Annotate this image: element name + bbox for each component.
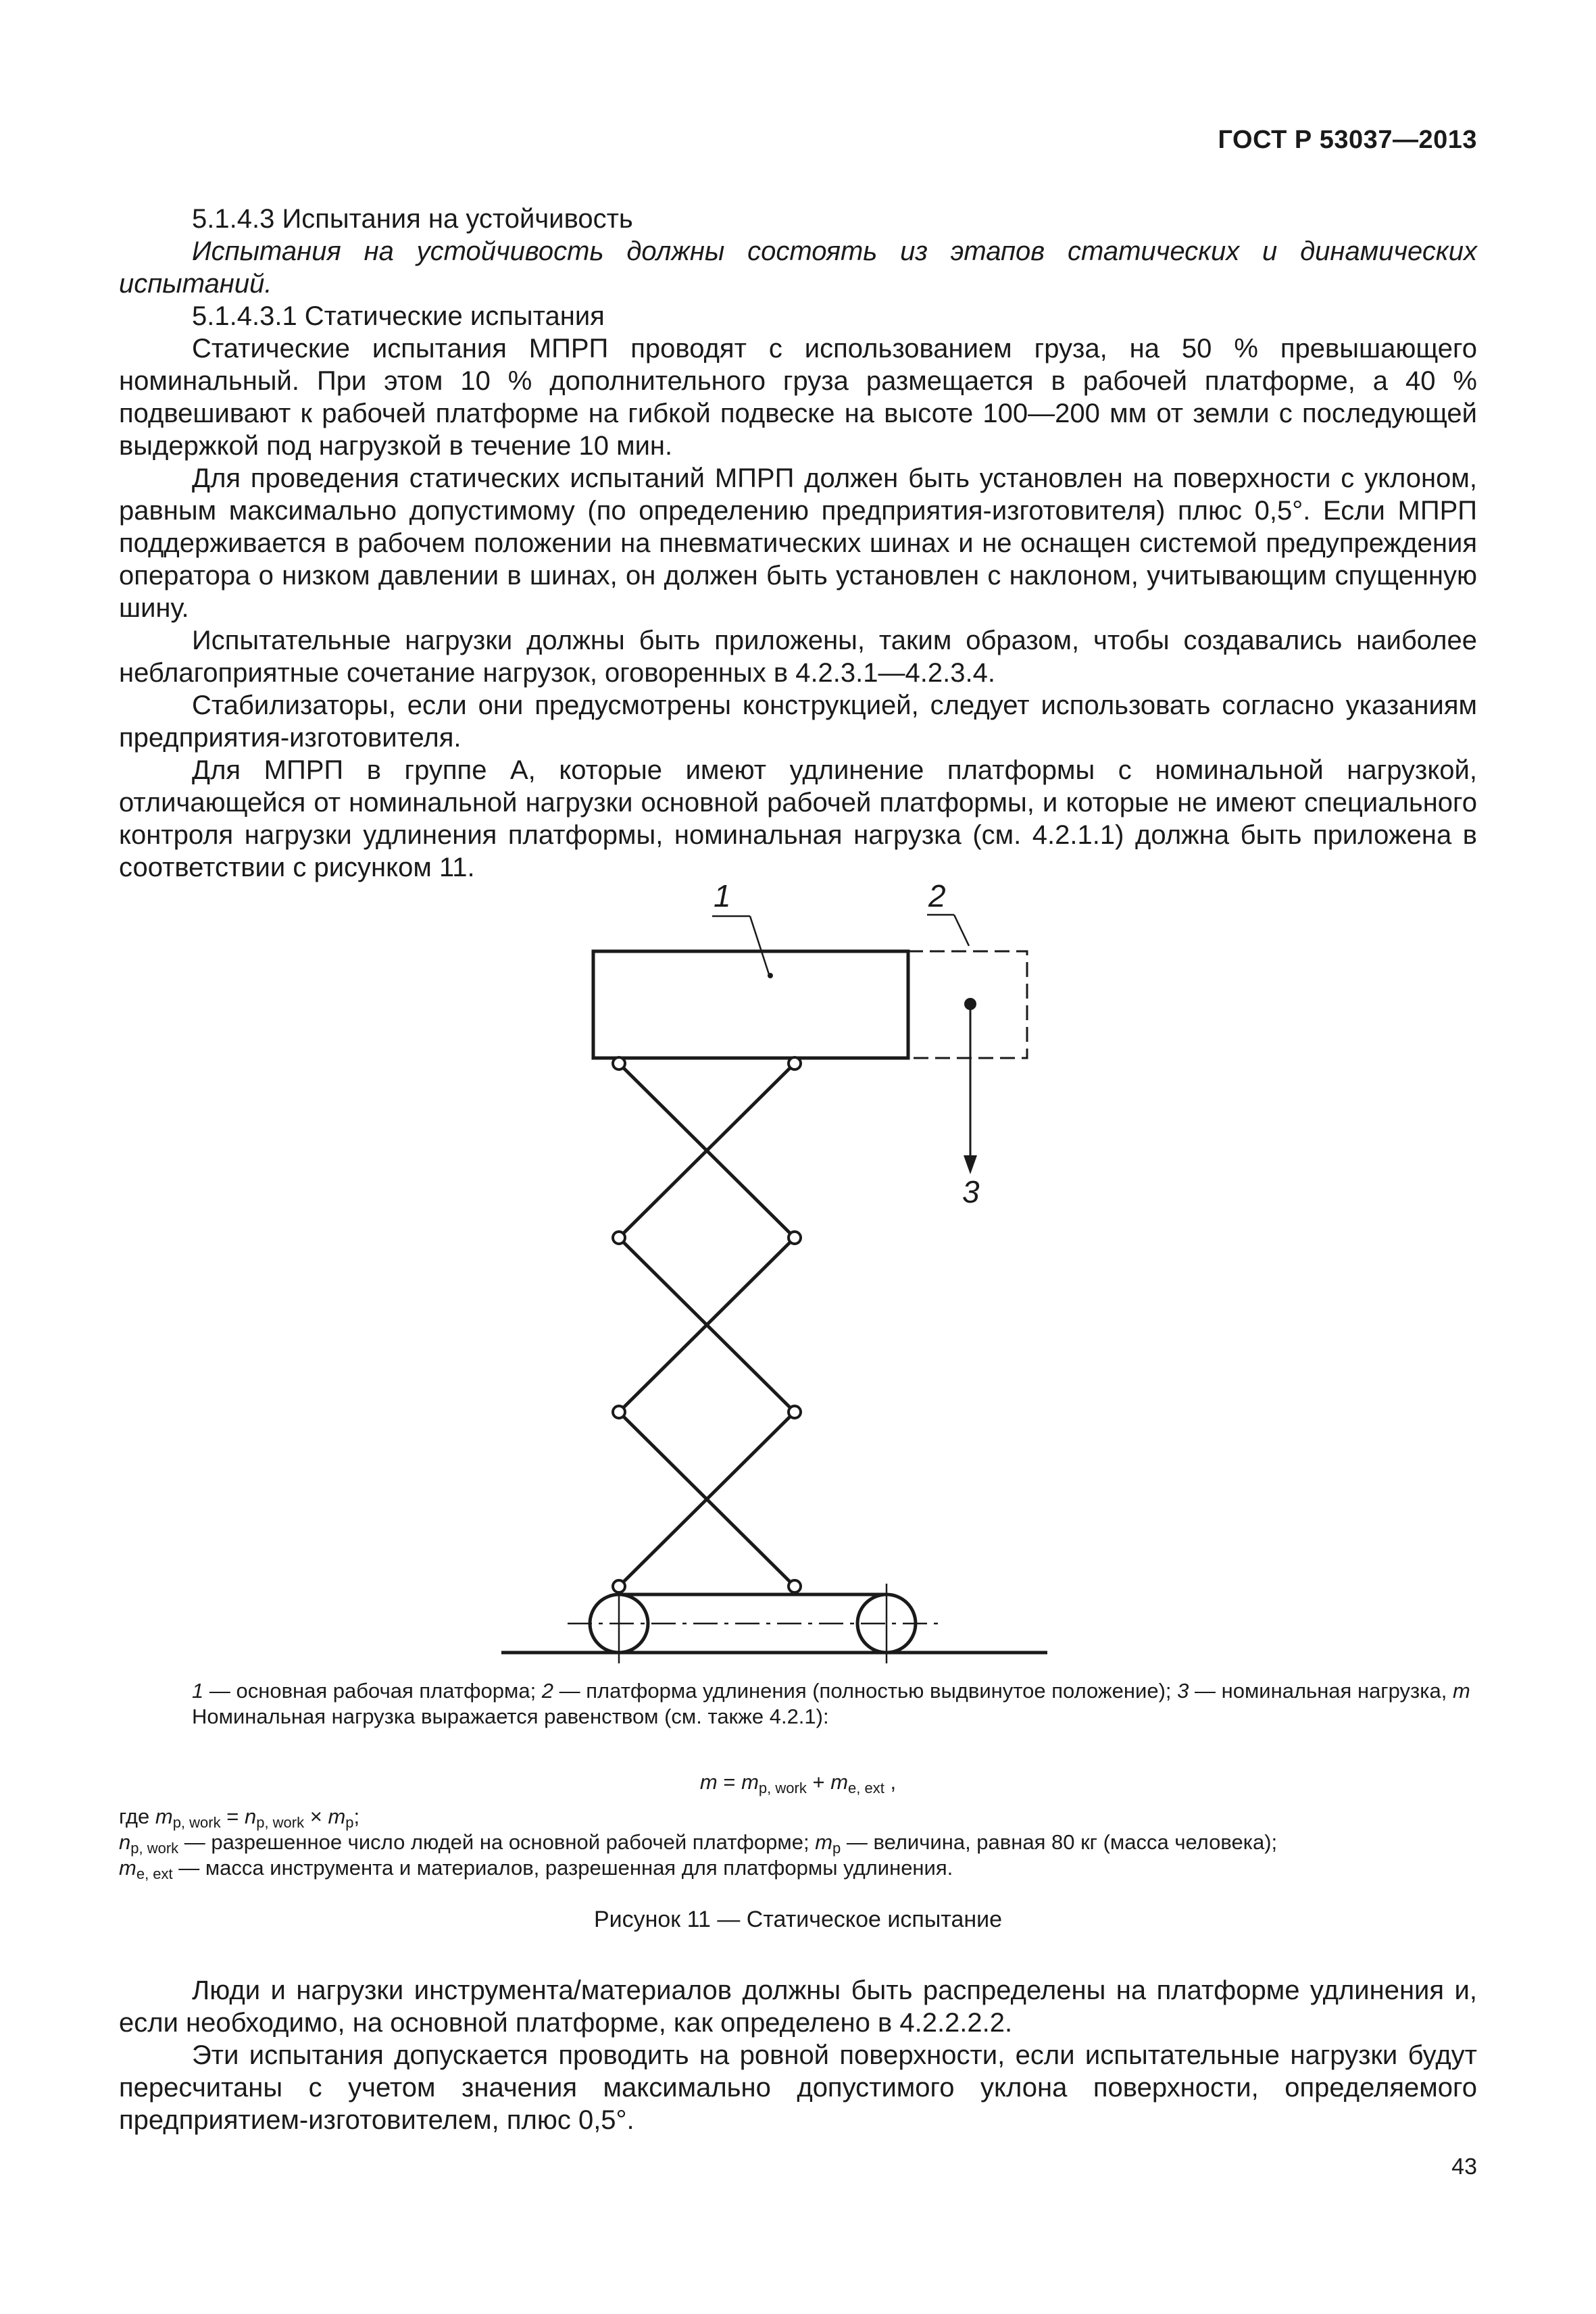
paragraph: Стабилизаторы, если они предусмотрены конструкцией, следует использовать согласно указаниям предприятия-изготовителя. <box>119 690 1477 753</box>
pivot <box>789 1057 801 1070</box>
text-block-top <box>119 203 1477 884</box>
italic-paragraph: Испытания на устойчивость должны состоять из этапов статических и динамических испытаний. <box>119 236 1477 299</box>
callout-1-leader-diag <box>750 916 769 974</box>
legend-line-2: Номинальная нагрузка выражается равенством (см. также 4.2.1): <box>192 1705 829 1728</box>
pivot <box>613 1232 625 1244</box>
legend-line-1: 1 — основная рабочая платформа; 2 — платформа удлинения (полностью выдвинутое положение); 3 — номинальная нагрузка, m <box>192 1679 1470 1703</box>
section-heading: 5.1.4.3 Испытания на устойчивость <box>192 204 633 234</box>
paragraph: Статические испытания МПРП проводят с использованием груза, на 50 % превышающего номинальный. При этом 10 % дополнительного груза размещается в рабочей платформе, а 40 % подвешивают к рабочей платформе на гибкой подвеске на высоте 100—200 мм от земли с последующей выдержкой под нагрузкой в течение 10 мин. <box>119 334 1477 461</box>
formula: $m = m_{p, work} + m_{e, ext}$ , <box>699 1770 897 1796</box>
legend-definitions <box>119 1804 1477 1881</box>
paragraph: Люди и нагрузки инструмента/материалов должны быть распределены на платформе удлинения и, если необходимо, на основной платформе, как определено в 4.2.2.2.2. <box>119 1976 1477 2038</box>
text-block-bottom <box>119 1974 1477 2136</box>
figure-caption: Рисунок 11 — Статическое испытание <box>593 1907 1003 1932</box>
callout-2: 2 <box>928 878 946 913</box>
pivot <box>613 1406 625 1418</box>
load-point <box>964 998 976 1010</box>
document-header: ГОСТ Р 53037—2013 <box>1218 126 1477 154</box>
callout-2-leader-diag <box>954 915 969 946</box>
callout-3: 3 <box>962 1174 980 1209</box>
paragraph: Эти испытания допускается проводить на ровной поверхности, если испытательные нагрузки будут пересчитаны с учетом значения максимально допустимого уклона поверхности, определяемого предприятием-изготовителем, плюс 0,5°. <box>119 2040 1477 2135</box>
pivot <box>613 1057 625 1070</box>
platform-center-dot <box>768 973 773 978</box>
paragraph: Испытательные нагрузки должны быть приложены, таким образом, чтобы создавались наиболее неблагоприятные сочетание нагрузок, оговоренных в 4.2.3.1—4.2.3.4. <box>119 626 1477 688</box>
paragraph: Для МПРП в группе А, которые имеют удлинение платформы с номинальной нагрузкой, отличающейся от номинальной нагрузки основной рабочей платформы, и которые не имеют специального контроля нагрузки удлинения платформы, номинальная нагрузка (см. 4.2.1.1) должна быть приложена в соответствии с рисунком 11. <box>119 755 1477 882</box>
scissor-lift-diagram <box>0 872 1596 1669</box>
page-number: 43 <box>1451 2154 1477 2180</box>
pivot <box>789 1232 801 1244</box>
legend-where: где $m_{p, work} = n_{p, work} \times m_p$; <box>119 1805 360 1831</box>
pivot <box>613 1580 625 1592</box>
pivot <box>789 1406 801 1418</box>
load-arrow-head <box>964 1155 977 1174</box>
callout-1: 1 <box>714 878 731 913</box>
legend-np: $n_{p, work}$ — разрешенное число людей на основной рабочей платформе; $m_p$ — величина, равная 80 кг (масса человека); <box>119 1830 1278 1857</box>
paragraph: Для проведения статических испытаний МПРП должен быть установлен на поверхности с уклоном, равным максимально допустимому (по определению предприятия-изготовителя) плюс 0,5°. Если МПРП поддерживается в рабочем положении на пневматических шинах и не оснащен системой предупреждения оператора о низком давлении в шинах, он должен быть установлен с наклоном, учитывающим спущенную шину. <box>119 463 1477 623</box>
subsection-heading: 5.1.4.3.1 Статические испытания <box>192 301 605 331</box>
legend-me: $m_{e, ext}$ — масса инструмента и материалов, разрешенная для платформы удлинения. <box>119 1856 953 1882</box>
main-platform <box>593 951 908 1058</box>
figure-legend <box>119 1678 1477 1730</box>
pivot <box>789 1580 801 1592</box>
